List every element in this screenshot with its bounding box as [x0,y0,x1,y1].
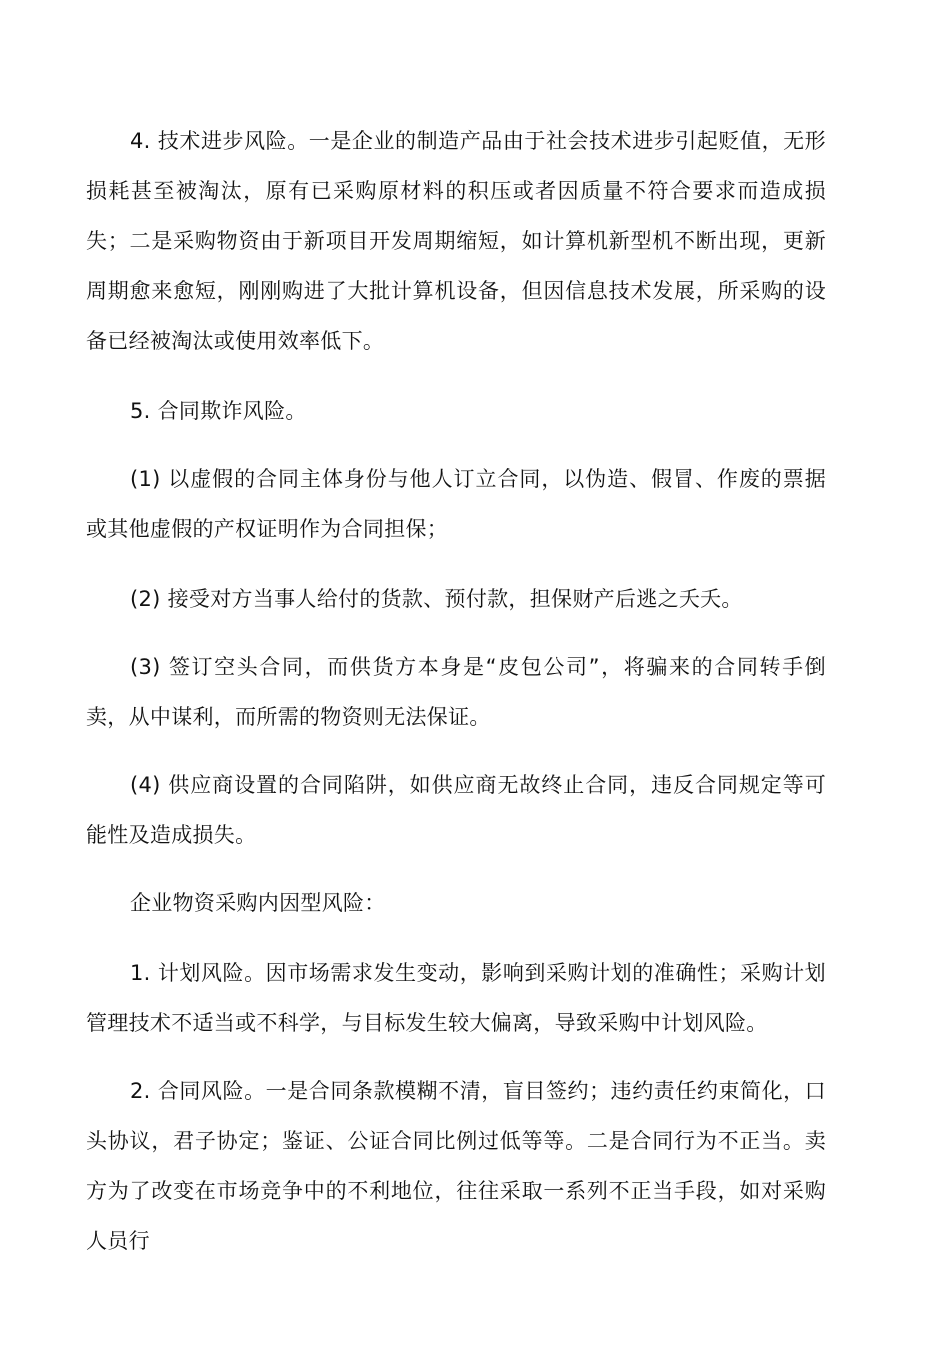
paragraph-tech-progress-risk: 4. 技术进步风险。一是企业的制造产品由于社会技术进步引起贬值，无形损耗甚至被淘汰，原有已采购原材料的积压或者因质量不符合要求而造成损失；二是采购物资由于新项目开发周期缩短，如计算机新型机不断出现，更新周期愈来愈短，刚刚购进了大批计算机设备，但因信息技术发展，所采购的设备已经被淘汰或使用效率低下。 [86,129,826,353]
paragraph-fraud-item-4: (4) 供应商设置的合同陷阱，如供应商无故终止合同，违反合同规定等可能性及造成损失。 [86,773,826,847]
paragraph-fraud-item-3: (3) 签订空头合同，而供货方本身是“皮包公司”，将骗来的合同转手倒卖，从中谋利，而所需的物资则无法保证。 [86,655,826,729]
paragraph-fraud-item-1: (1) 以虚假的合同主体身份与他人订立合同，以伪造、假冒、作废的票据或其他虚假的产权证明作为合同担保； [86,467,826,541]
paragraph-contract-risk: 2. 合同风险。一是合同条款模糊不清，盲目签约；违约责任约束简化，口头协议，君子协定；鉴证、公证合同比例过低等等。二是合同行为不正当。卖方为了改变在市场竞争中的不利地位，往往采取一系列不正当手段，如对采购人员行 [86,1079,826,1253]
paragraph-internal-risk-heading: 企业物资采购内因型风险： [130,891,386,915]
paragraph-plan-risk: 1. 计划风险。因市场需求发生变动，影响到采购计划的准确性；采购计划管理技术不适当或不科学，与目标发生较大偏离，导致采购中计划风险。 [86,961,826,1035]
paragraph-fraud-item-2: (2) 接受对方当事人给付的货款、预付款，担保财产后逃之夭夭。 [130,587,743,611]
paragraph-contract-fraud-heading: 5. 合同欺诈风险。 [130,399,307,423]
